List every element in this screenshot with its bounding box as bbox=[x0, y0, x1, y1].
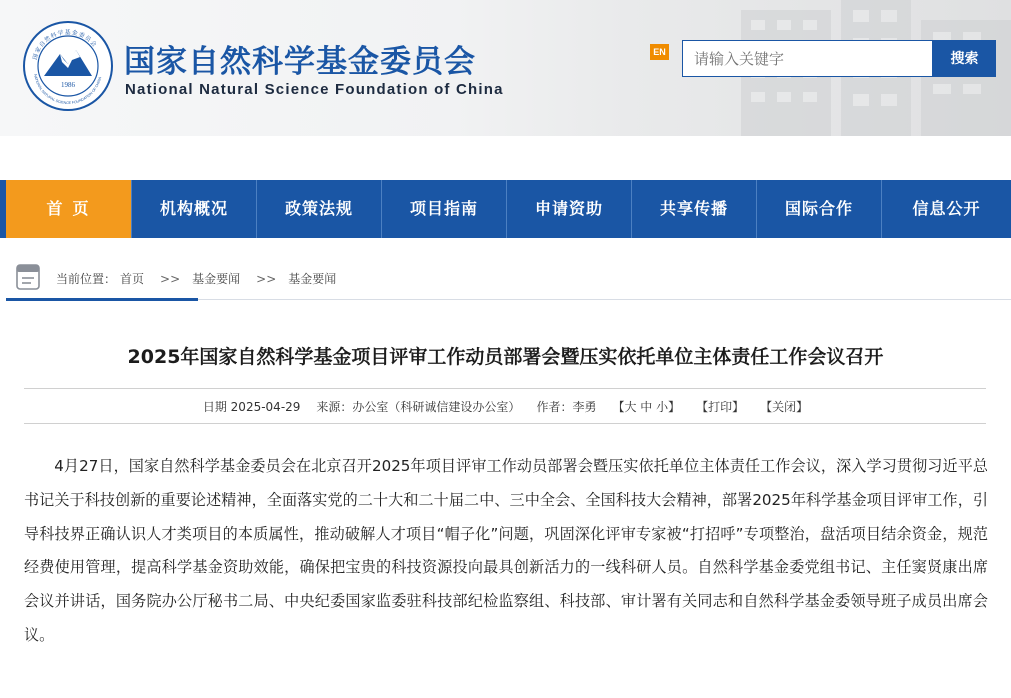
nav-item-sharing[interactable]: 共享传播 bbox=[631, 180, 756, 238]
article-body: 4月27日，国家自然科学基金委员会在北京召开2025年项目评审工作动员部署会暨压实依托单位主体责任工作会议，深入学习贯彻习近平总书记关于科技创新的重要论述精神，全面落实党的二十大和二十届二中、三中全会、全国科技大会精神，部署2025年科学基金项目评审工作，引导科技界正确认识人才类项目的本质属性，推动破解人才项目“帽子化”问题，巩固深化评审专家被“打招呼”专项整治，盘活项目结余资金，规范经费使用管理，提高科学基金资助效能，确保把宝贵的科技资源投向最具创新活力的一线科研人员。自然科学基金委党组书记、主任窦贤康出席会议并讲话，国务院办公厅秘书二局、中央纪委国家监委驻科技部纪检监察组、科技部、审计署有关同志和自然科学基金委领导班子成员出席会议。 bbox=[24, 457, 988, 644]
breadcrumb-news-current[interactable]: 基金要闻 bbox=[288, 272, 337, 286]
nav-item-international[interactable]: 国际合作 bbox=[756, 180, 881, 238]
nav-item-disclosure[interactable]: 信息公开 bbox=[881, 180, 1011, 238]
search-button[interactable]: 搜索 bbox=[933, 40, 996, 77]
breadcrumb-news[interactable]: 基金要闻 bbox=[192, 272, 241, 286]
site-header bbox=[0, 0, 1011, 136]
article-title: 2025年国家自然科学基金项目评审工作动员部署会暨压实依托单位主体责任工作会议召开 bbox=[127, 346, 884, 368]
article-source: 来源：办公室（科研诚信建设办公室） bbox=[316, 400, 521, 414]
font-size-control[interactable]: 【大 中 小】 bbox=[612, 400, 681, 414]
site-title-cn: 国家自然科学基金委员会 bbox=[124, 44, 476, 80]
breadcrumb-home[interactable]: 首页 bbox=[120, 272, 145, 286]
close-link[interactable]: 【关闭】 bbox=[760, 400, 809, 414]
breadcrumb-accent-bar bbox=[6, 298, 198, 301]
article-meta bbox=[0, 398, 1011, 418]
svg-text:NATIONAL NATURAL SCIENCE FOUND: NATIONAL NATURAL SCIENCE FOUNDATION OF CHINA bbox=[33, 73, 103, 106]
breadcrumb-separator: >> bbox=[160, 272, 181, 286]
meta-divider bbox=[24, 423, 986, 424]
english-version-link[interactable]: EN bbox=[650, 44, 669, 60]
main-nav bbox=[0, 180, 1011, 238]
nav-item-apply[interactable]: 申请资助 bbox=[506, 180, 631, 238]
print-link[interactable]: 【打印】 bbox=[696, 400, 745, 414]
breadcrumb-separator: >> bbox=[256, 272, 277, 286]
nav-item-guide[interactable]: 项目指南 bbox=[381, 180, 506, 238]
search-input[interactable] bbox=[682, 40, 933, 77]
nav-item-about[interactable]: 机构概况 bbox=[131, 180, 256, 238]
svg-text:1986: 1986 bbox=[61, 81, 75, 89]
site-title-en: National Natural Science Foundation of China bbox=[125, 81, 504, 98]
breadcrumb bbox=[0, 258, 1011, 302]
title-divider bbox=[24, 388, 986, 389]
article-date: 日期 2025-04-29 bbox=[202, 400, 301, 414]
svg-text:国家自然科学基金委员会: 国家自然科学基金委员会 bbox=[32, 29, 98, 61]
nav-item-policies[interactable]: 政策法规 bbox=[256, 180, 381, 238]
breadcrumb-prefix: 当前位置： bbox=[56, 272, 117, 286]
nav-item-home[interactable]: 首页 bbox=[0, 180, 131, 238]
nsfc-logo bbox=[22, 20, 114, 112]
location-page-icon bbox=[16, 264, 40, 290]
article-author: 作者：李勇 bbox=[536, 400, 597, 414]
